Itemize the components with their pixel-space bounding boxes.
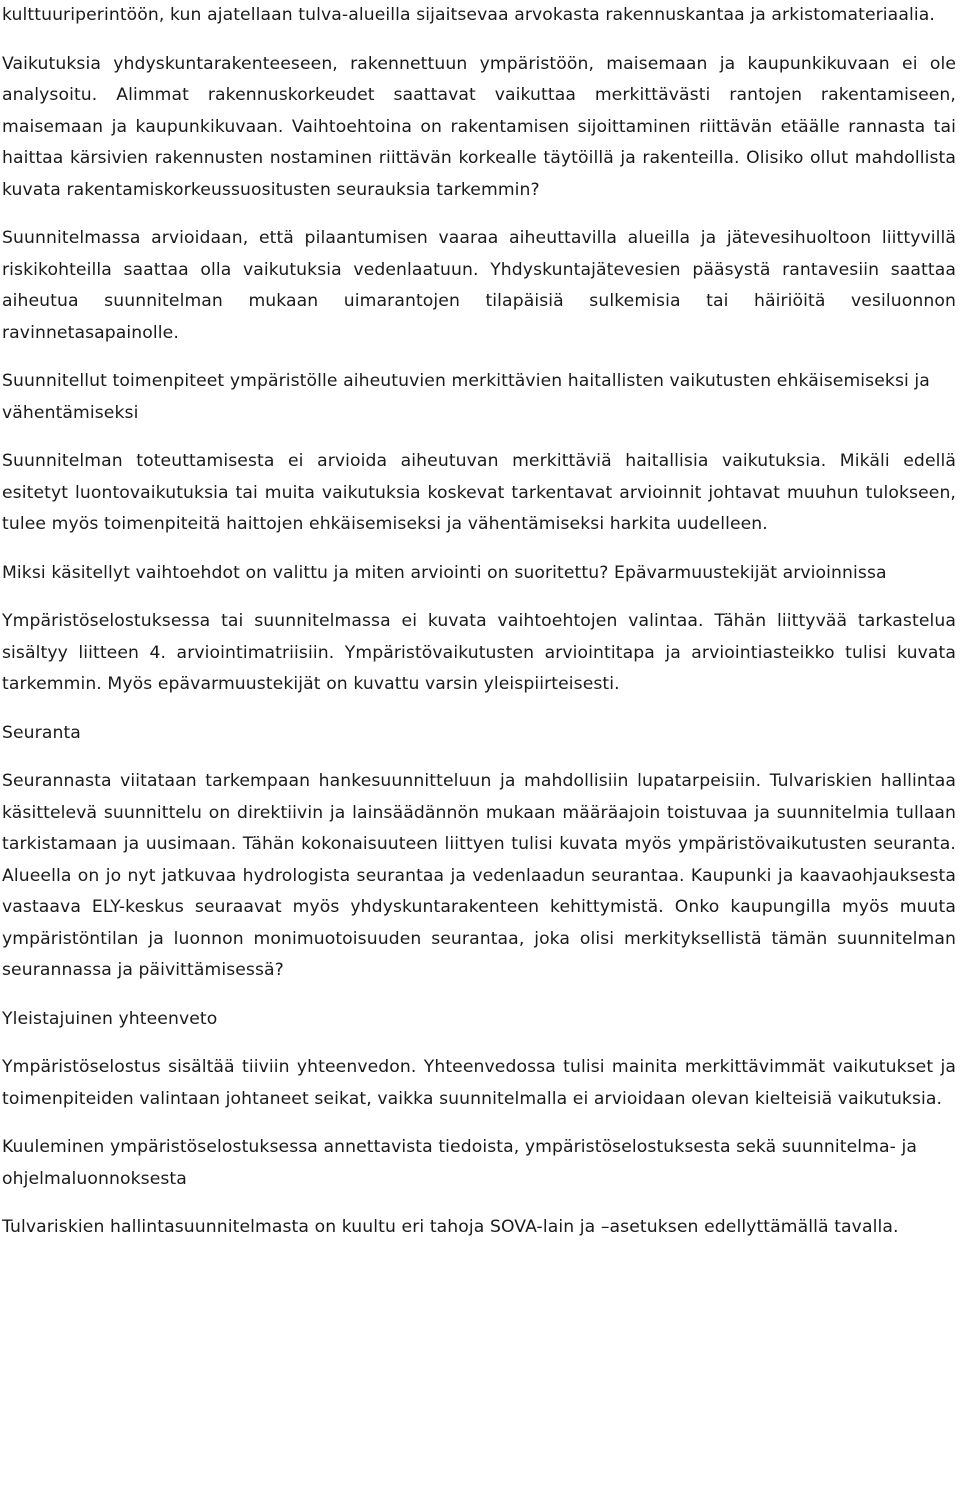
- paragraph-mitigation-measures: Suunnitelman toteuttamisesta ei arvioida aiheutuvan merkittäviä haitallisia vaikutuksia. Mikäli edellä esitetyt luontovaikutuksia tai muita vaikutuksia koskevat tarkentavat arvioinnit johtavat muuhun tulokseen, tulee myös toimenpiteitä haittojen ehkäisemiseksi ja vähentämiseksi harkita uudelleen.: [2, 451, 956, 534]
- paragraph-alternatives-and-uncertainties: Ympäristöselostuksessa tai suunnitelmassa ei kuvata vaihtoehtojen valintaa. Tähän liittyvää tarkastelua sisältyy liitteen 4. arviointimatriisiin. Ympäristövaikutusten arviointitapa ja arviointiasteikko tulisi kuvata tarkemmin. Myös epävarmuustekijät on kuvattu varsin yleispiirteisesti.: [2, 611, 956, 694]
- section-heading-monitoring: Seuranta: [2, 722, 81, 743]
- section-heading-alternatives-and-uncertainties: Miksi käsitellyt vaihtoehdot on valittu ja miten arviointi on suoritettu? Epävarmuustekijät arvioinnissa: [2, 562, 887, 583]
- section-heading-mitigation-measures: Suunnitellut toimenpiteet ympäristölle aiheutuvien merkittävien haitallisten vaikutusten ehkäisemiseksi ja vähentämiseksi: [2, 371, 930, 423]
- paragraph-monitoring: Seurannasta viitataan tarkempaan hankesuunnitteluun ja mahdollisiin lupatarpeisiin. Tulvariskien hallintaa käsittelevä suunnittelu on direktiivin ja lainsäädännön mukaan määräajoin toistuvaa ja suunnitelmia tullaan tarkistamaan ja uusimaan. Tähän kokonaisuuteen liittyen tulisi kuvata myös ympäristövaikutusten seuranta. Alueella on jo nyt jatkuvaa hydrologista seurantaa ja vedenlaadun seurantaa. Kaupunki ja kaavaohjauksesta vastaava ELY-keskus seuraavat myös yhdyskuntarakenteen kehittymistä. Onko kaupungilla myös muuta ympäristöntilan ja luonnon monimuotoisuuden seurantaa, joka olisi merkityksellistä tämän suunnitelman seurannassa ja päivittämisessä?: [2, 771, 956, 980]
- paragraph-summary: Ympäristöselostus sisältää tiiviin yhteenvedon. Yhteenvedossa tulisi mainita merkittävimmät vaikutukset ja toimenpiteiden valintaan johtaneet seikat, vaikka suunnitelmalla ei arvioidaan olevan kielteisiä vaikutuksia.: [2, 1057, 956, 1109]
- section-heading-summary: Yleistajuinen yhteenveto: [2, 1008, 218, 1029]
- paragraph-water-quality-impacts: Suunnitelmassa arvioidaan, että pilaantumisen vaaraa aiheuttavilla alueilla ja jätevesihuoltoon liittyvillä riskikohteilla saattaa olla vaikutuksia vedenlaatuun. Yhdyskuntajätevesien pääsystä rantavesiin saattaa aiheutua suunnitelman mukaan uimarantojen tilapäisiä sulkemisia tai häiriöitä vesiluonnon ravinnetasapainolle.: [2, 228, 956, 343]
- section-heading-consultation: Kuuleminen ympäristöselostuksessa annettavista tiedoista, ympäristöselostuksesta sekä suunnitelma- ja ohjelmaluonnoksesta: [2, 1137, 917, 1189]
- paragraph-cultural-heritage-continuation: kulttuuriperintöön, kun ajatellaan tulva-alueilla sijaitsevaa arvokasta rakennuskantaa ja arkistomateriaalia.: [2, 5, 935, 25]
- paragraph-urban-structure-impacts: Vaikutuksia yhdyskuntarakenteeseen, rakennettuun ympäristöön, maisemaan ja kaupunkikuvaan ei ole analysoitu. Alimmat rakennuskorkeudet saattavat vaikuttaa merkittävästi rantojen rakentamiseen, maisemaan ja kaupunkikuvaan. Vaihtoehtoina on rakentamisen sijoittaminen riittävän etäälle rannasta tai haittaa kärsivien rakennusten nostaminen riittävän korkealle täytöillä ja rakenteilla. Olisiko ollut mahdollista kuvata rakentamiskorkeussuositusten seurauksia tarkemmin?: [2, 53, 956, 200]
- paragraph-consultation: Tulvariskien hallintasuunnitelmasta on kuultu eri tahoja SOVA-lain ja –asetuksen edellyttämällä tavalla.: [2, 1217, 899, 1237]
